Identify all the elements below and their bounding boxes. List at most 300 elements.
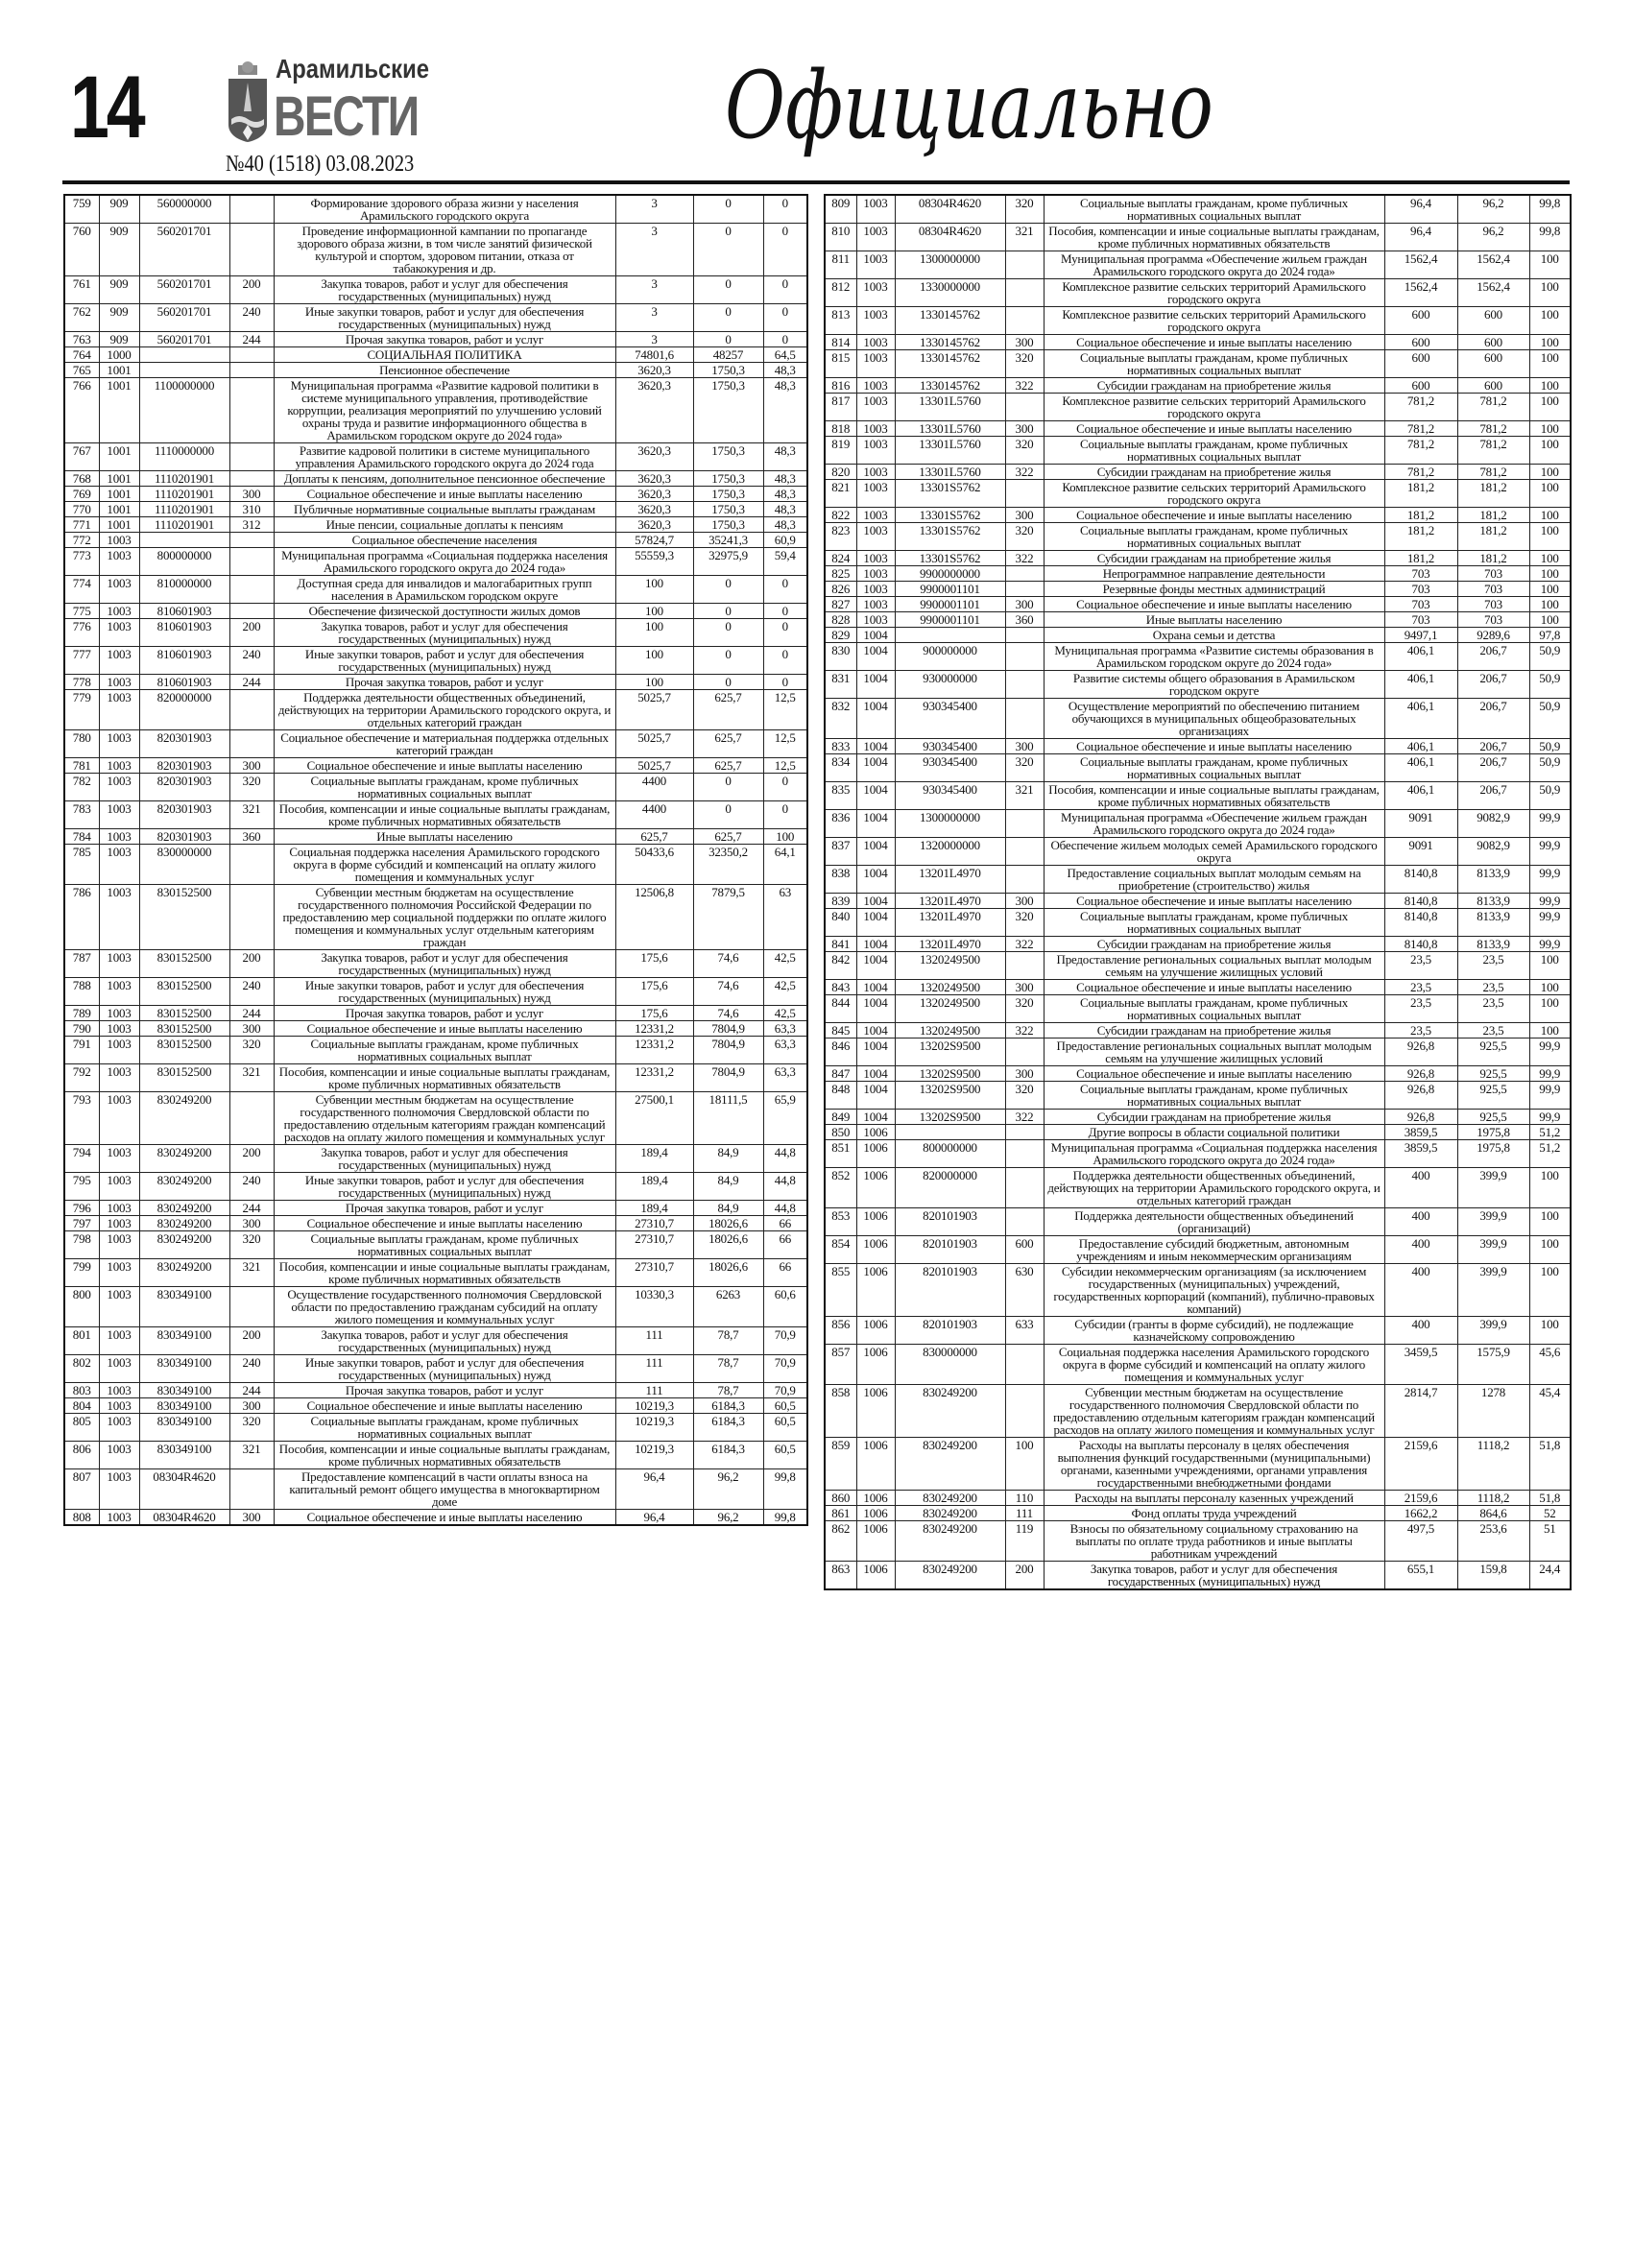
row-number: 780 xyxy=(64,730,99,758)
table-row xyxy=(64,801,807,829)
item-name: Доступная среда для инвалидов и малогабаритных групп населения в Арамильском городском округе xyxy=(274,576,615,604)
target-code: 560000000 xyxy=(139,195,229,224)
row-number: 793 xyxy=(64,1092,99,1145)
item-name: Пособия, компенсации и иные социальные выплаты гражданам, кроме публичных нормативных обязательств xyxy=(274,1064,615,1092)
row-number: 819 xyxy=(825,437,856,465)
planned-amount: 400 xyxy=(1384,1168,1457,1208)
section-code: 1003 xyxy=(856,480,895,508)
expense-type: 244 xyxy=(229,1383,274,1398)
planned-amount: 175,6 xyxy=(615,950,693,978)
planned-amount: 625,7 xyxy=(615,829,693,845)
row-number: 769 xyxy=(64,487,99,502)
item-name: Проведение информационной кампании по пропаганде здорового образа жизни, в том числе занятий физической культурой и спортом, здоровом питании, отказа от табакокурения и др. xyxy=(274,224,615,276)
planned-amount: 9091 xyxy=(1384,838,1457,866)
percent-executed: 66 xyxy=(763,1216,807,1231)
table-row xyxy=(825,551,1571,566)
planned-amount: 111 xyxy=(615,1383,693,1398)
target-code: 1320249500 xyxy=(895,952,1005,980)
item-name: Субсидии гражданам на приобретение жилья xyxy=(1044,378,1384,394)
percent-executed: 99,9 xyxy=(1529,1110,1571,1125)
section-code: 1003 xyxy=(99,619,139,647)
item-name: Социальное обеспечение и иные выплаты населению xyxy=(274,487,615,502)
planned-amount: 406,1 xyxy=(1384,671,1457,699)
section-code: 1003 xyxy=(99,1037,139,1064)
percent-executed: 44,8 xyxy=(763,1173,807,1201)
table-row xyxy=(825,465,1571,480)
item-name: Закупка товаров, работ и услуг для обеспечения государственных (муниципальных) нужд xyxy=(274,276,615,304)
item-name: Социальное обеспечение и иные выплаты населению xyxy=(274,1510,615,1526)
table-row xyxy=(825,597,1571,612)
table-row xyxy=(825,582,1571,597)
section-title: Официально xyxy=(725,52,1213,159)
target-code: 830000000 xyxy=(895,1345,1005,1385)
row-number: 829 xyxy=(825,628,856,643)
expense-type xyxy=(229,195,274,224)
table-row xyxy=(64,195,807,224)
percent-executed: 0 xyxy=(763,576,807,604)
planned-amount: 8140,8 xyxy=(1384,909,1457,937)
row-number: 786 xyxy=(64,885,99,950)
percent-executed: 44,8 xyxy=(763,1201,807,1216)
section-code: 1003 xyxy=(856,465,895,480)
percent-executed: 48,3 xyxy=(763,502,807,517)
expense-type xyxy=(1005,1345,1044,1385)
row-number: 840 xyxy=(825,909,856,937)
section-code: 1003 xyxy=(856,582,895,597)
planned-amount: 3620,3 xyxy=(615,443,693,471)
planned-amount: 27310,7 xyxy=(615,1216,693,1231)
actual-amount: 206,7 xyxy=(1457,699,1529,739)
actual-amount: 600 xyxy=(1457,350,1529,378)
planned-amount: 100 xyxy=(615,604,693,619)
target-code: 830152500 xyxy=(139,885,229,950)
actual-amount: 96,2 xyxy=(1457,195,1529,224)
percent-executed: 100 xyxy=(763,829,807,845)
actual-amount: 78,7 xyxy=(693,1383,763,1398)
actual-amount: 703 xyxy=(1457,566,1529,582)
row-number: 820 xyxy=(825,465,856,480)
expense-type: 244 xyxy=(229,1201,274,1216)
table-row xyxy=(64,487,807,502)
expense-type: 111 xyxy=(1005,1506,1044,1521)
expense-type: 321 xyxy=(229,1064,274,1092)
item-name: Муниципальная программа «Обеспечение жильем граждан Арамильского городского округа до 2024 года» xyxy=(1044,810,1384,838)
planned-amount: 1562,4 xyxy=(1384,279,1457,307)
row-number: 765 xyxy=(64,363,99,378)
percent-executed: 100 xyxy=(1529,335,1571,350)
section-code: 1004 xyxy=(856,643,895,671)
item-name: Социальные выплаты гражданам, кроме публичных нормативных социальных выплат xyxy=(274,1037,615,1064)
actual-amount: 23,5 xyxy=(1457,1023,1529,1039)
percent-executed: 100 xyxy=(1529,1264,1571,1317)
planned-amount: 189,4 xyxy=(615,1145,693,1173)
section-code: 1003 xyxy=(856,350,895,378)
actual-amount: 0 xyxy=(693,604,763,619)
target-code: 13301S5762 xyxy=(895,480,1005,508)
section-code: 1004 xyxy=(856,995,895,1023)
target-code: 13202S9500 xyxy=(895,1066,1005,1082)
item-name: Прочая закупка товаров, работ и услуг xyxy=(274,1383,615,1398)
table-row xyxy=(825,437,1571,465)
item-name: Социальное обеспечение и иные выплаты населению xyxy=(1044,508,1384,523)
coat-of-arms-icon xyxy=(226,61,270,146)
expense-type: 300 xyxy=(229,1510,274,1526)
expense-type xyxy=(1005,866,1044,894)
row-number: 810 xyxy=(825,224,856,251)
actual-amount: 925,5 xyxy=(1457,1110,1529,1125)
item-name: Пособия, компенсации и иные социальные выплаты гражданам, кроме публичных нормативных обязательств xyxy=(274,801,615,829)
expense-type xyxy=(1005,952,1044,980)
expense-type xyxy=(229,1469,274,1510)
row-number: 787 xyxy=(64,950,99,978)
row-number: 834 xyxy=(825,754,856,782)
percent-executed: 100 xyxy=(1529,566,1571,582)
expense-type: 322 xyxy=(1005,465,1044,480)
row-number: 808 xyxy=(64,1510,99,1526)
item-name: Иные закупки товаров, работ и услуг для обеспечения государственных (муниципальных) нужд xyxy=(274,1173,615,1201)
percent-executed: 60,5 xyxy=(763,1398,807,1414)
item-name: Социальные выплаты гражданам, кроме публичных нормативных социальных выплат xyxy=(1044,995,1384,1023)
table-row xyxy=(64,224,807,276)
actual-amount: 625,7 xyxy=(693,730,763,758)
item-name: Социальные выплаты гражданам, кроме публичных нормативных социальных выплат xyxy=(1044,909,1384,937)
row-number: 789 xyxy=(64,1006,99,1021)
row-number: 809 xyxy=(825,195,856,224)
target-code: 13301L5760 xyxy=(895,437,1005,465)
actual-amount: 7804,9 xyxy=(693,1064,763,1092)
target-code: 13201L4970 xyxy=(895,894,1005,909)
expense-type: 320 xyxy=(1005,909,1044,937)
actual-amount: 1750,3 xyxy=(693,363,763,378)
item-name: Публичные нормативные социальные выплаты гражданам xyxy=(274,502,615,517)
actual-amount: 625,7 xyxy=(693,690,763,730)
target-code: 13301L5760 xyxy=(895,394,1005,421)
target-code: 1330145762 xyxy=(895,335,1005,350)
actual-amount: 253,6 xyxy=(1457,1521,1529,1562)
section-code: 1003 xyxy=(99,758,139,774)
actual-amount: 84,9 xyxy=(693,1145,763,1173)
row-number: 859 xyxy=(825,1438,856,1491)
section-code: 1003 xyxy=(99,1383,139,1398)
item-name: Закупка товаров, работ и услуг для обеспечения государственных (муниципальных) нужд xyxy=(274,950,615,978)
expense-type xyxy=(1005,1208,1044,1236)
target-code: 13301S5762 xyxy=(895,551,1005,566)
actual-amount: 600 xyxy=(1457,378,1529,394)
table-row xyxy=(64,845,807,885)
planned-amount: 2159,6 xyxy=(1384,1491,1457,1506)
target-code: 830349100 xyxy=(139,1414,229,1442)
planned-amount: 181,2 xyxy=(1384,508,1457,523)
percent-executed: 66 xyxy=(763,1259,807,1287)
table-row xyxy=(64,1259,807,1287)
section-code: 1006 xyxy=(856,1140,895,1168)
planned-amount: 181,2 xyxy=(1384,480,1457,508)
item-name: Иные закупки товаров, работ и услуг для обеспечения государственных (муниципальных) нужд xyxy=(274,304,615,332)
section-code: 1004 xyxy=(856,699,895,739)
row-number: 776 xyxy=(64,619,99,647)
actual-amount: 0 xyxy=(693,675,763,690)
percent-executed: 50,9 xyxy=(1529,643,1571,671)
target-code xyxy=(895,1125,1005,1140)
actual-amount: 0 xyxy=(693,224,763,276)
table-row xyxy=(64,1383,807,1398)
table-row xyxy=(64,517,807,533)
row-number: 805 xyxy=(64,1414,99,1442)
actual-amount: 1975,8 xyxy=(1457,1125,1529,1140)
actual-amount: 23,5 xyxy=(1457,952,1529,980)
target-code: 830152500 xyxy=(139,1021,229,1037)
target-code: 830000000 xyxy=(139,845,229,885)
planned-amount: 100 xyxy=(615,647,693,675)
row-number: 825 xyxy=(825,566,856,582)
row-number: 782 xyxy=(64,774,99,801)
target-code: 830152500 xyxy=(139,1037,229,1064)
row-number: 839 xyxy=(825,894,856,909)
planned-amount: 3620,3 xyxy=(615,487,693,502)
table-row xyxy=(825,937,1571,952)
expense-type: 320 xyxy=(1005,995,1044,1023)
expense-type: 320 xyxy=(229,1231,274,1259)
section-code: 1003 xyxy=(99,1414,139,1442)
item-name: Другие вопросы в области социальной политики xyxy=(1044,1125,1384,1140)
planned-amount: 1562,4 xyxy=(1384,251,1457,279)
planned-amount: 55559,3 xyxy=(615,548,693,576)
table-row xyxy=(64,1231,807,1259)
percent-executed: 48,3 xyxy=(763,363,807,378)
target-code: 810000000 xyxy=(139,576,229,604)
table-row xyxy=(825,980,1571,995)
actual-amount: 1750,3 xyxy=(693,378,763,443)
planned-amount: 3620,3 xyxy=(615,502,693,517)
target-code: 900000000 xyxy=(895,643,1005,671)
percent-executed: 100 xyxy=(1529,523,1571,551)
table-row xyxy=(825,378,1571,394)
table-row xyxy=(64,1355,807,1383)
actual-amount: 32975,9 xyxy=(693,548,763,576)
percent-executed: 100 xyxy=(1529,394,1571,421)
table-row xyxy=(64,1442,807,1469)
expense-type: 322 xyxy=(1005,1110,1044,1125)
row-number: 815 xyxy=(825,350,856,378)
table-row xyxy=(825,866,1571,894)
row-number: 802 xyxy=(64,1355,99,1383)
item-name: Социальные выплаты гражданам, кроме публичных нормативных социальных выплат xyxy=(274,774,615,801)
section-code: 1006 xyxy=(856,1506,895,1521)
item-name: Социальные выплаты гражданам, кроме публичных нормативных социальных выплат xyxy=(1044,350,1384,378)
planned-amount: 10330,3 xyxy=(615,1287,693,1327)
item-name: Прочая закупка товаров, работ и услуг xyxy=(274,675,615,690)
percent-executed: 64,5 xyxy=(763,347,807,363)
target-code: 08304R4620 xyxy=(895,224,1005,251)
percent-executed: 48,3 xyxy=(763,443,807,471)
actual-amount: 925,5 xyxy=(1457,1066,1529,1082)
percent-executed: 100 xyxy=(1529,307,1571,335)
actual-amount: 9082,9 xyxy=(1457,810,1529,838)
target-code: 830349100 xyxy=(139,1355,229,1383)
section-code: 1003 xyxy=(856,508,895,523)
percent-executed: 70,9 xyxy=(763,1355,807,1383)
planned-amount: 10219,3 xyxy=(615,1398,693,1414)
item-name: Пособия, компенсации и иные социальные выплаты гражданам, кроме публичных нормативных обязательств xyxy=(274,1259,615,1287)
percent-executed: 50,9 xyxy=(1529,671,1571,699)
percent-executed: 99,9 xyxy=(1529,838,1571,866)
expense-type: 240 xyxy=(229,978,274,1006)
planned-amount: 2159,6 xyxy=(1384,1438,1457,1491)
planned-amount: 400 xyxy=(1384,1236,1457,1264)
percent-executed: 48,3 xyxy=(763,487,807,502)
item-name: Комплексное развитие сельских территорий Арамильского городского округа xyxy=(1044,480,1384,508)
planned-amount: 5025,7 xyxy=(615,730,693,758)
table-row xyxy=(825,628,1571,643)
expense-type: 322 xyxy=(1005,1023,1044,1039)
percent-executed: 99,9 xyxy=(1529,937,1571,952)
item-name: Доплаты к пенсиям, дополнительное пенсионное обеспечение xyxy=(274,471,615,487)
target-code: 1110201901 xyxy=(139,502,229,517)
planned-amount: 50433,6 xyxy=(615,845,693,885)
target-code: 830249200 xyxy=(139,1145,229,1173)
row-number: 823 xyxy=(825,523,856,551)
item-name: Осуществление мероприятий по обеспечению питанием обучающихся в муниципальных общеобразовательных организациях xyxy=(1044,699,1384,739)
actual-amount: 206,7 xyxy=(1457,754,1529,782)
planned-amount: 655,1 xyxy=(1384,1562,1457,1590)
expense-type: 244 xyxy=(229,332,274,347)
table-row xyxy=(825,1491,1571,1506)
table-row xyxy=(825,307,1571,335)
percent-executed: 12,5 xyxy=(763,730,807,758)
planned-amount: 96,4 xyxy=(1384,195,1457,224)
expense-type xyxy=(229,533,274,548)
row-number: 862 xyxy=(825,1521,856,1562)
expense-type xyxy=(229,363,274,378)
item-name: Поддержка деятельности общественных объединений, действующих на территории Арамильского городского округа, и отдельных категорий граждан xyxy=(1044,1168,1384,1208)
planned-amount: 100 xyxy=(615,576,693,604)
item-name: Социальное обеспечение и иные выплаты населению xyxy=(1044,597,1384,612)
table-row xyxy=(825,739,1571,754)
row-number: 760 xyxy=(64,224,99,276)
row-number: 788 xyxy=(64,978,99,1006)
planned-amount: 8140,8 xyxy=(1384,937,1457,952)
table-row xyxy=(64,443,807,471)
actual-amount: 8133,9 xyxy=(1457,909,1529,937)
target-code: 9900001101 xyxy=(895,582,1005,597)
planned-amount: 4400 xyxy=(615,774,693,801)
expense-type: 300 xyxy=(229,1021,274,1037)
row-number: 781 xyxy=(64,758,99,774)
planned-amount: 12331,2 xyxy=(615,1021,693,1037)
section-code: 1003 xyxy=(99,801,139,829)
percent-executed: 60,6 xyxy=(763,1287,807,1327)
planned-amount: 23,5 xyxy=(1384,995,1457,1023)
table-row xyxy=(825,566,1571,582)
actual-amount: 399,9 xyxy=(1457,1208,1529,1236)
actual-amount: 206,7 xyxy=(1457,643,1529,671)
target-code: 08304R4620 xyxy=(139,1469,229,1510)
table-row xyxy=(64,1201,807,1216)
target-code: 830249200 xyxy=(895,1438,1005,1491)
planned-amount: 781,2 xyxy=(1384,421,1457,437)
row-number: 784 xyxy=(64,829,99,845)
item-name: Муниципальная программа «Социальная поддержка населения Арамильского городского округа до 2024 года» xyxy=(1044,1140,1384,1168)
percent-executed: 0 xyxy=(763,304,807,332)
section-code: 1003 xyxy=(856,307,895,335)
actual-amount: 781,2 xyxy=(1457,394,1529,421)
actual-amount: 781,2 xyxy=(1457,421,1529,437)
section-code: 1003 xyxy=(856,597,895,612)
item-name: Поддержка деятельности общественных объединений (организаций) xyxy=(1044,1208,1384,1236)
expense-type xyxy=(1005,643,1044,671)
percent-executed: 99,9 xyxy=(1529,1082,1571,1110)
expense-type xyxy=(229,224,274,276)
target-code: 810601903 xyxy=(139,604,229,619)
actual-amount: 6184,3 xyxy=(693,1414,763,1442)
section-code: 1001 xyxy=(99,487,139,502)
section-code: 1003 xyxy=(99,1173,139,1201)
percent-executed: 42,5 xyxy=(763,1006,807,1021)
section-code: 1004 xyxy=(856,671,895,699)
percent-executed: 45,6 xyxy=(1529,1345,1571,1385)
table-row xyxy=(825,1168,1571,1208)
section-code: 1006 xyxy=(856,1385,895,1438)
section-code: 1003 xyxy=(856,378,895,394)
row-number: 833 xyxy=(825,739,856,754)
planned-amount: 23,5 xyxy=(1384,952,1457,980)
item-name: Муниципальная программа «Развитие системы образования в Арамильском городском округе до 2024 года» xyxy=(1044,643,1384,671)
item-name: Социальные выплаты гражданам, кроме публичных нормативных социальных выплат xyxy=(1044,195,1384,224)
actual-amount: 78,7 xyxy=(693,1327,763,1355)
table-row xyxy=(64,604,807,619)
target-code: 820301903 xyxy=(139,801,229,829)
item-name: Поддержка деятельности общественных объединений, действующих на территории Арамильского городского округа, и отдельных категорий граждан xyxy=(274,690,615,730)
percent-executed: 50,9 xyxy=(1529,754,1571,782)
item-name: Субвенции местным бюджетам на осуществление государственного полномочия Свердловской области по предоставлению отдельным категориям граждан компенсаций расходов на оплату жилого помещения и коммунальных услуг xyxy=(274,1092,615,1145)
row-number: 857 xyxy=(825,1345,856,1385)
row-number: 773 xyxy=(64,548,99,576)
table-row xyxy=(825,894,1571,909)
table-row xyxy=(825,1562,1571,1590)
table-row xyxy=(64,675,807,690)
row-number: 775 xyxy=(64,604,99,619)
item-name: Формирование здорового образа жизни у населения Арамильского городского округа xyxy=(274,195,615,224)
planned-amount: 175,6 xyxy=(615,978,693,1006)
section-code: 1003 xyxy=(99,647,139,675)
table-row xyxy=(64,548,807,576)
section-code: 1003 xyxy=(99,978,139,1006)
percent-executed: 64,1 xyxy=(763,845,807,885)
section-code: 1003 xyxy=(856,566,895,582)
percent-executed: 99,8 xyxy=(1529,224,1571,251)
expense-type xyxy=(1005,671,1044,699)
expense-type: 321 xyxy=(1005,224,1044,251)
table-row xyxy=(64,502,807,517)
expense-type: 320 xyxy=(229,1414,274,1442)
percent-executed: 50,9 xyxy=(1529,739,1571,754)
table-row xyxy=(825,1039,1571,1066)
actual-amount: 703 xyxy=(1457,582,1529,597)
planned-amount: 1662,2 xyxy=(1384,1506,1457,1521)
actual-amount: 1562,4 xyxy=(1457,279,1529,307)
row-number: 798 xyxy=(64,1231,99,1259)
actual-amount: 399,9 xyxy=(1457,1168,1529,1208)
row-number: 822 xyxy=(825,508,856,523)
percent-executed: 12,5 xyxy=(763,758,807,774)
actual-amount: 0 xyxy=(693,195,763,224)
row-number: 816 xyxy=(825,378,856,394)
target-code: 830249200 xyxy=(895,1491,1005,1506)
planned-amount: 57824,7 xyxy=(615,533,693,548)
planned-amount: 703 xyxy=(1384,582,1457,597)
row-number: 863 xyxy=(825,1562,856,1590)
planned-amount: 703 xyxy=(1384,597,1457,612)
